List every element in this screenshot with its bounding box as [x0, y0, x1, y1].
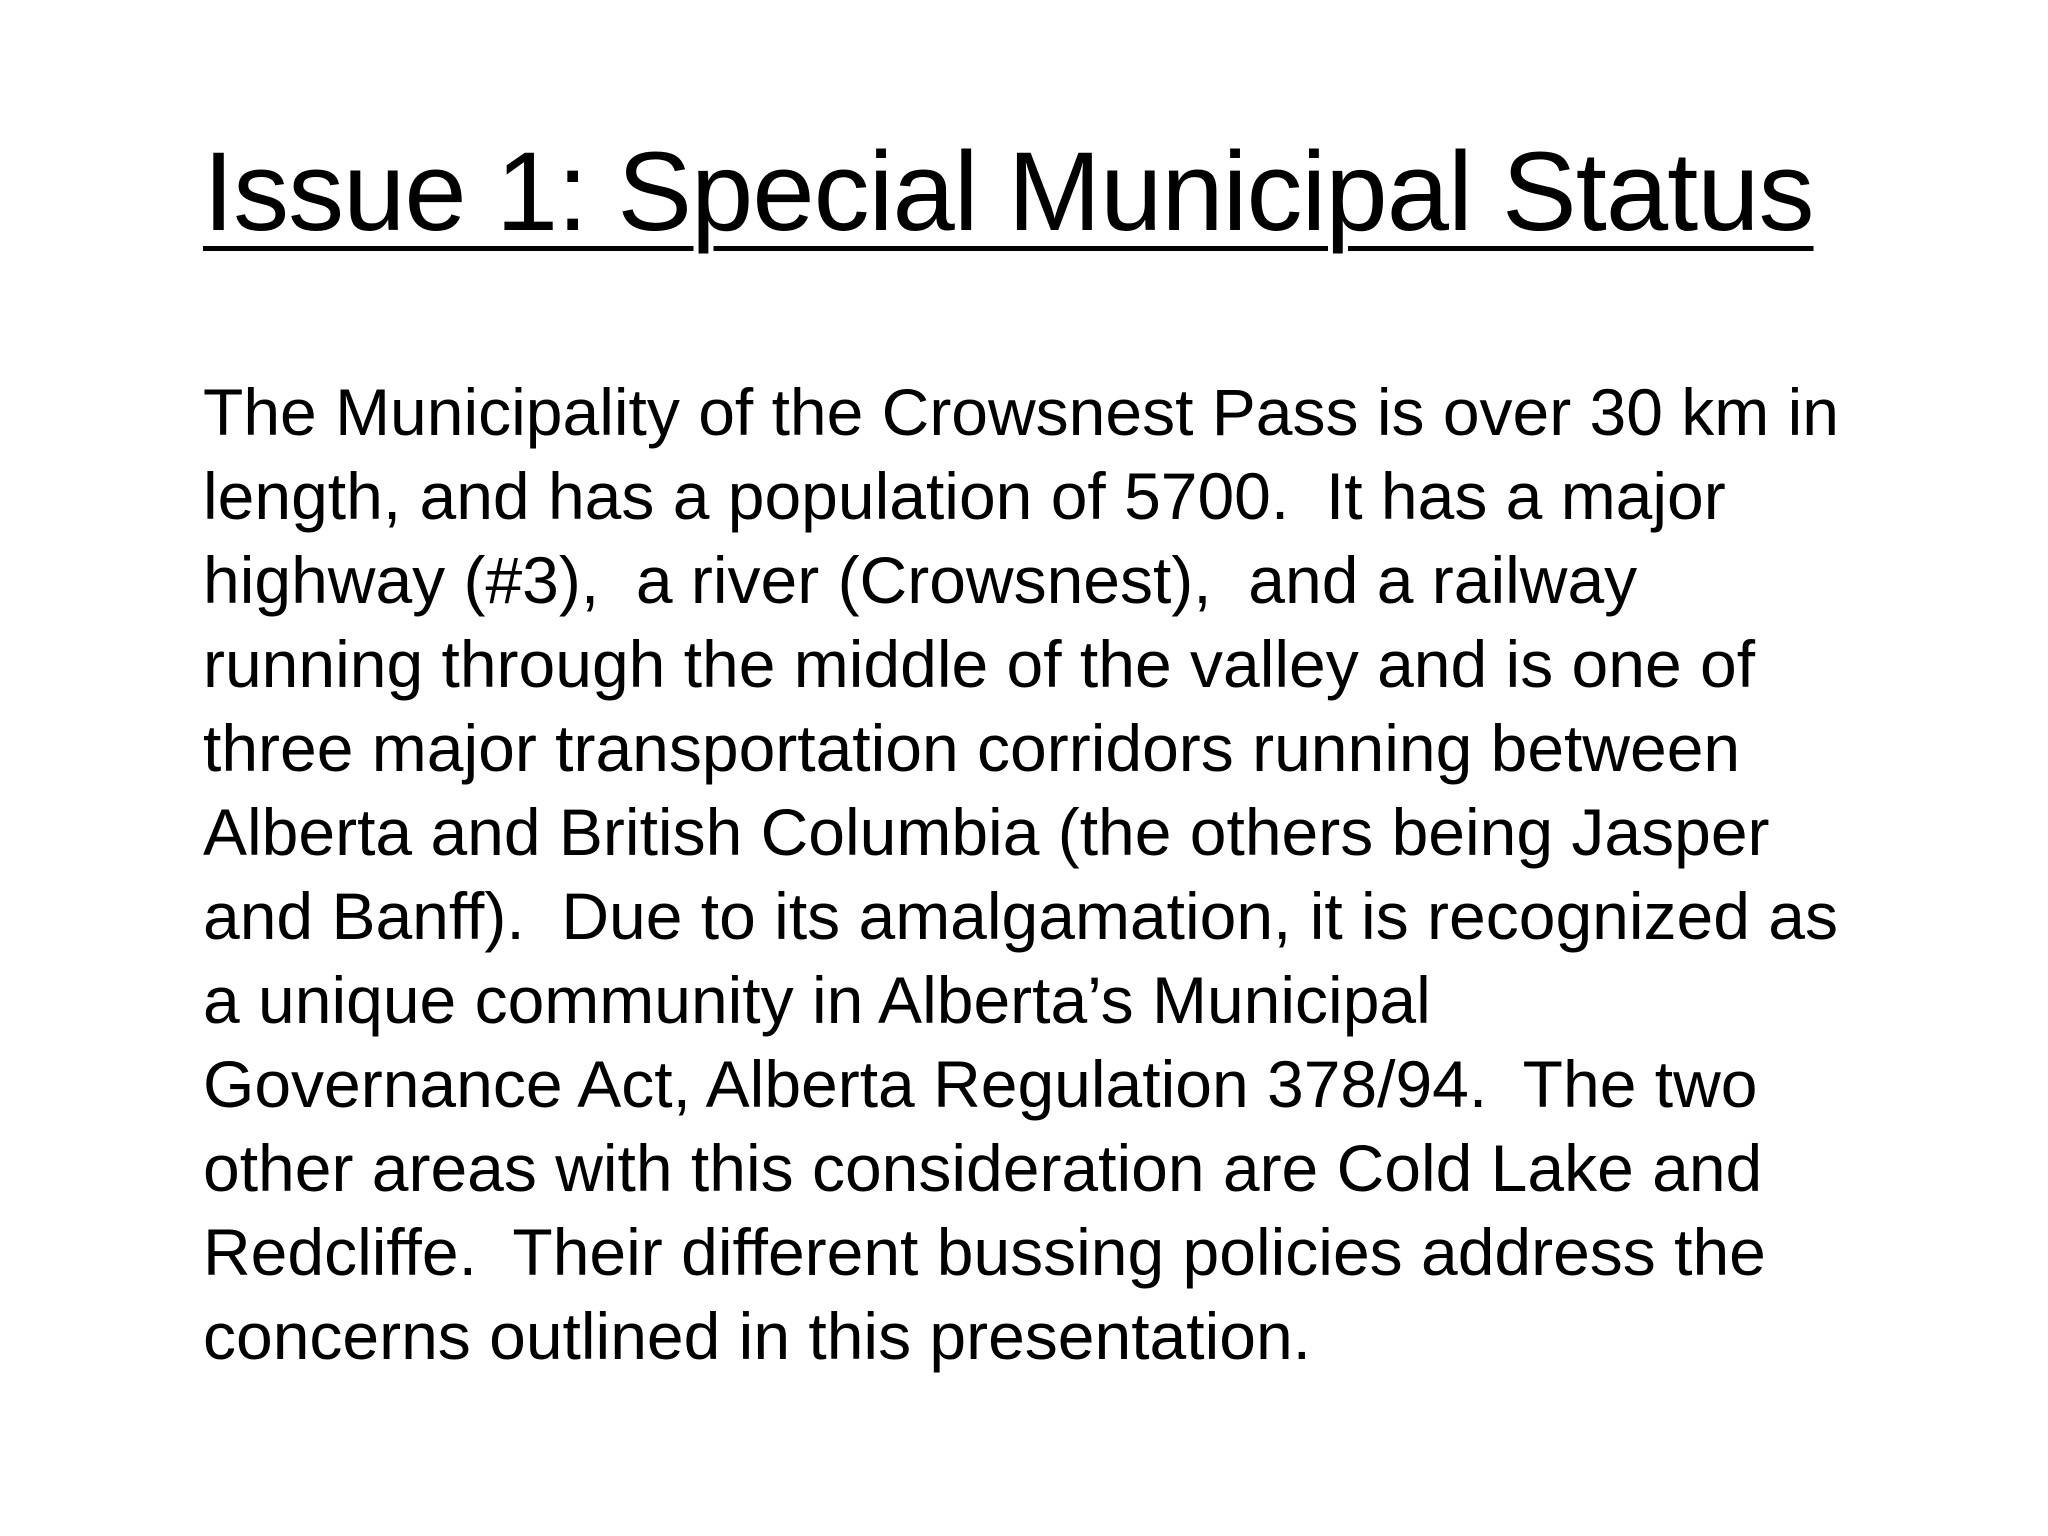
body-line: length, and has a population of 5700. It has a major	[203, 459, 1726, 533]
body-line: concerns outlined in this presentation.	[203, 1299, 1312, 1373]
body-line: and Banff). Due to its amalgamation, it is recognized as	[203, 879, 1838, 953]
body-line: Redcliffe. Their different bussing policies address the	[203, 1215, 1766, 1289]
body-line: Governance Act, Alberta Regulation 378/94. The two	[203, 1047, 1758, 1121]
body-line: highway (#3), a river (Crowsnest), and a railway	[203, 543, 1638, 617]
body-line: a unique community in Alberta’s Municipal	[203, 963, 1431, 1037]
body-line: The Municipality of the Crowsnest Pass is over 30 km in	[203, 375, 1839, 449]
body-line: Alberta and British Columbia (the others being Jasper	[203, 795, 1770, 869]
body-line: running through the middle of the valley and is one of	[203, 627, 1756, 701]
slide-title: Issue 1: Special Municipal Status	[203, 129, 1814, 254]
body-line: three major transportation corridors running between	[203, 711, 1741, 785]
slide-body	[203, 370, 1963, 1378]
body-line: other areas with this consideration are Cold Lake and	[203, 1131, 1763, 1205]
